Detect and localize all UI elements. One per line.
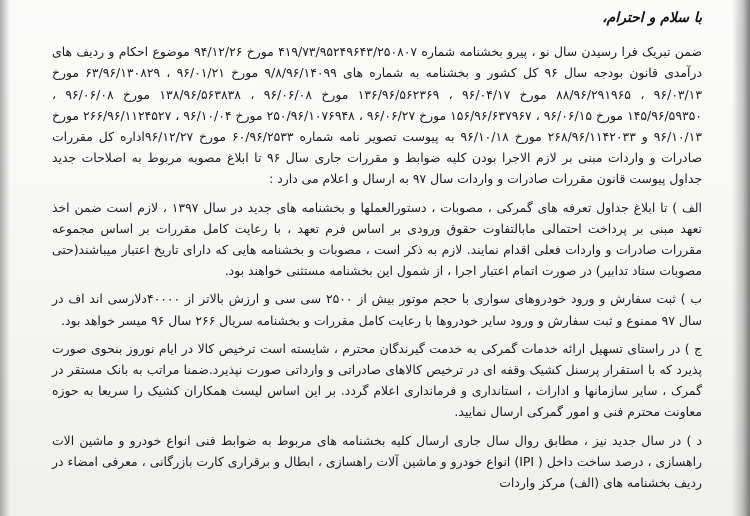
letter-body bbox=[52, 8, 702, 500]
clause-dal: د ) در سال جدید نیز ، مطابق روال سال جاری ارسال کلیه بخشنامه های مربوط به ضوابط فنی انواع خودرو و ماشین الات راهسازی ، درصد ساخت داخل ( IPI) انواع خودرو و ماشین آلات راهسازی ، ابطال و برقراری کارت بازرگانی ، معرفی امضاء در ردیف بخشنامه های (الف) مرکز واردات bbox=[52, 432, 702, 491]
clause-jim: ج ) در راستای تسهیل ارائه خدمات گمرکی به خدمت گیرندگان محترم ، شایسته است ترخیص کالا در ایام نوروز بنحوی صورت پذیرد که با استقرار پرسنل کشیک وقفه ای در ترخیص کالاهای صادراتی و وارداتی صورت نپذیرد.ضمنا مراتب به بانک مستقر در گمرک ، سایر سازمانها و ادارات ، استانداری و فرمانداری اعلام گردد. بر این اساس لیست همکاران کشیک را سریعا به حوزه معاونت محترم فنی و امور گمرکی ارسال نمایید. bbox=[52, 340, 702, 420]
intro-paragraph: ضمن تبریک فرا رسیدن سال نو ، پیرو بخشنامه شماره ۴۱۹/۷۳/۹۵۲۴۹۶۴۳/۲۵۰۸۰۷ مورخ ۹۴/۱۲/۲۶ موضوع احکام و ردیف های درآمدی قانون بودجه سال ۹۶ کل کشور و بخشنامه به شماره های ۹/۸/۹۶/۱۴۰۹۹ مورخ ۹۶/۰۱/۲۱ ، ۶۳/۹۶/۱۳۰۸۲۹ مورخ ۹۶/۰۳/۱۳ ، ۸۸/۹۶/۲۹۱۹۶۵ مورخ ۹۶/۰۴/۱۷ ، ۱۳۶/۹۶/۵۶۲۳۶۹ مورخ ۹۶/۰۶/۰۸ ، ۱۳۸/۹۶/۵۶۳۸۳۸ مورخ ۹۶/۰۶/۰۸ ، ۱۴۵/۹۶/۵۹۳۵۰ مورخ ۹۶/۰۶/۱۵ ، ۱۵۶/۹۶/۶۳۷۹۶۷ مورخ ۹۶/۰۶/۲۷ ، ۲۵۰/۹۶/۱۰۷۶۹۴۸ مورخ ۹۶/۱۰/۰۴ ، ۲۶۶/۹۶/۱۱۲۴۵۲۷ مورخ ۹۶/۱۰/۱۳ و ۲۶۸/۹۶/۱۱۴۲۰۳۳ مورخ ۹۶/۱۰/۱۸ به پیوست تصویر نامه شماره ۶۰/۹۶/۲۵۳۳ مورخ ۹۶/۱۲/۲۷اداره کل مقررات صادرات و واردات مبنی بر لازم الاجرا بودن کلیه ضوابط و مقررات جاری سال ۹۶ تا ابلاغ مصوبه مربوط به اصلاحات جدید جداول پیوست قانون مقررات صادرات و واردات سال ۹۷ به ارسال و اعلام می دارد : bbox=[52, 44, 702, 187]
page-right-shadow bbox=[732, 0, 750, 516]
clause-alef: الف ) تا ابلاغ جداول تعرفه های گمرکی ، مصوبات ، دستورالعملها و بخشنامه های جدید در سال ۱۳۹۷ ، لازم است ضمن اخذ تعهد مبنی بر پرداخت احتمالی مابالتفاوت حقوق ورودی بر اساس فرم تعهد ، با رعایت کامل مقررات بر اساس مجموعه مقررات صادرات و واردات فعلی اقدام نمایند. لازم به ذکر است ، مصوبات و بخشنامه هایی که دارای تاریخ اعتبار میباشند(حتی مصوبات ستاد تدابیر) در صورت اتمام اعتبار اجرا ، از شمول این بخشنامه مستثنی خواهند بود. bbox=[52, 199, 702, 279]
greeting: با سلام و احترام، bbox=[602, 10, 702, 26]
page-left-shadow bbox=[0, 0, 10, 516]
clause-be: ب ) ثبت سفارش و ورود خودروهای سواری با حجم موتور بیش از ۲۵۰۰ سی سی و ارزش بالاتر از ۴۰۰۰۰دلارسی اند اف در سال ۹۷ ممنوع و ثبت سفارش و ورود سایر خودروها با رعایت کامل مقررات و بخشنامه سریال ۲۶۶ سال ۹۶ میسر خواهد بود. bbox=[52, 291, 702, 328]
